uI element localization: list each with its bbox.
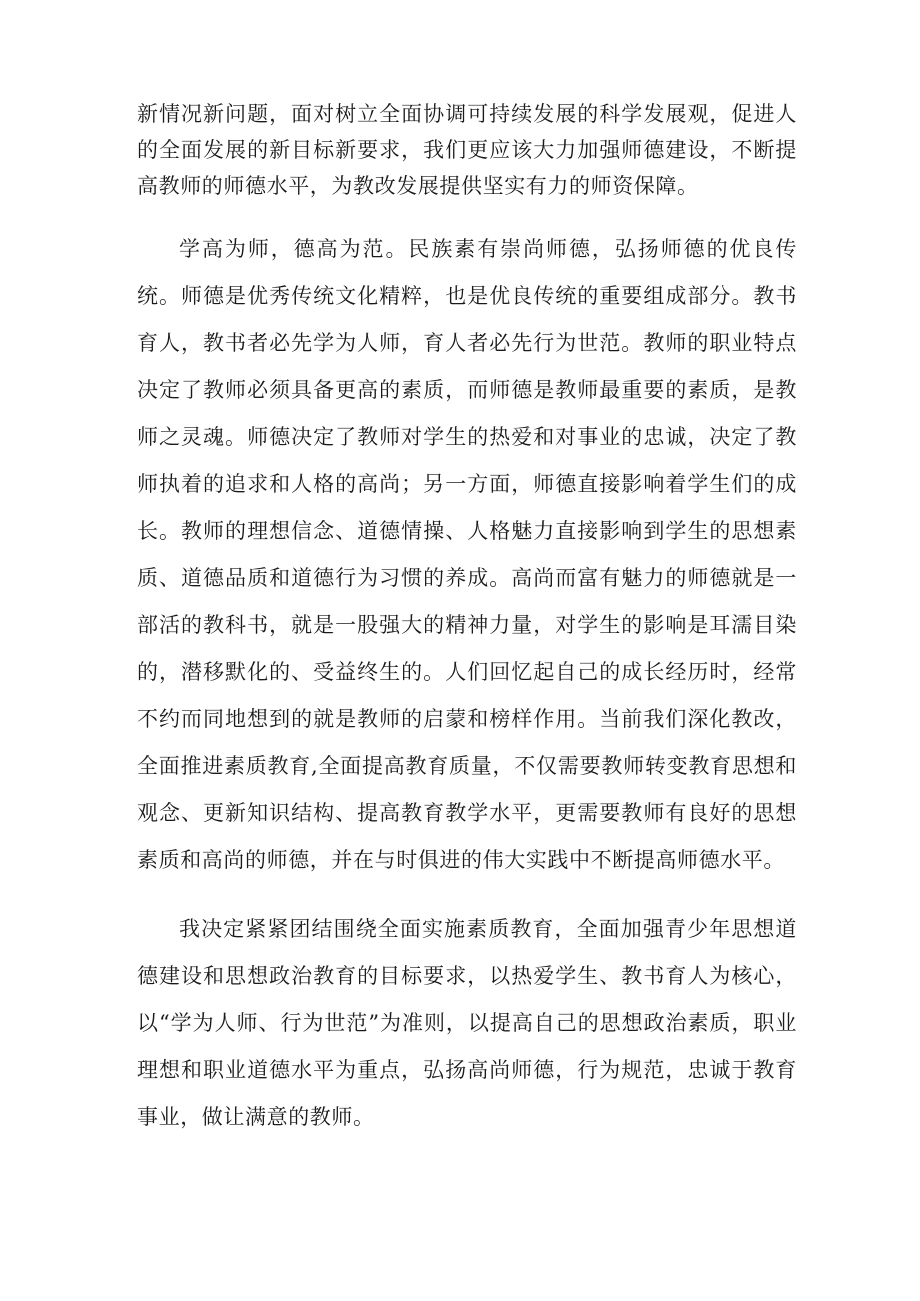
body-text [137,96,797,1141]
paragraph-continuation: 新情况新问题，面对树立全面协调可持续发展的科学发展观，促进人的全面发展的新目标新要求，我们更应该大力加强师德建设，不断提高教师的师德水平，为教改发展提供坚实有力的师资保障。 [137,102,797,198]
paragraph-teacher-ethics-importance: 学高为师，德高为范。民族素有崇尚师德，弘扬师德的优良传统。师德是优秀传统文化精粹，也是优良传统的重要组成部分。教书育人，教书者必先学为人师，育人者必先行为世范。教师的职业特点决定了教师必须具备更高的素质，而师德是教师最重要的素质，是教师之灵魂。师德决定了教师对学生的热爱和对事业的忠诚，决定了教师执着的追求和人格的高尚；另一方面，师德直接影响着学生们的成长。教师的理想信念、道德情操、人格魅力直接影响到学生的思想素质、道德品质和道德行为习惯的养成。高尚而富有魅力的师德就是一部活的教科书，就是一股强大的精神力量，对学生的影响是耳濡目染的，潜移默化的、受益终生的。人们回忆起自己的成长经历时，经常不约而同地想到的就是教师的启蒙和榜样作用。当前我们深化教改，全面推进素质教育,全面提高教育质量，不仅需要教师转变教育思想和观念、更新知识结构、提高教育教学水平，更需要教师有良好的思想素质和高尚的师德，并在与时俱进的伟大实践中不断提高师德水平。 [137,237,797,872]
paragraph-personal-commitment: 我决定紧紧团结围绕全面实施素质教育，全面加强青少年思想道德建设和思想政治教育的目标要求，以热爱学生、教书育人为核心，以“学为人师、行为世范”为准则，以提高自己的思想政治素质，职业理想和职业道德水平为重点，弘扬高尚师德，行为规范，忠诚于教育事业，做让满意的教师。 [137,917,797,1129]
